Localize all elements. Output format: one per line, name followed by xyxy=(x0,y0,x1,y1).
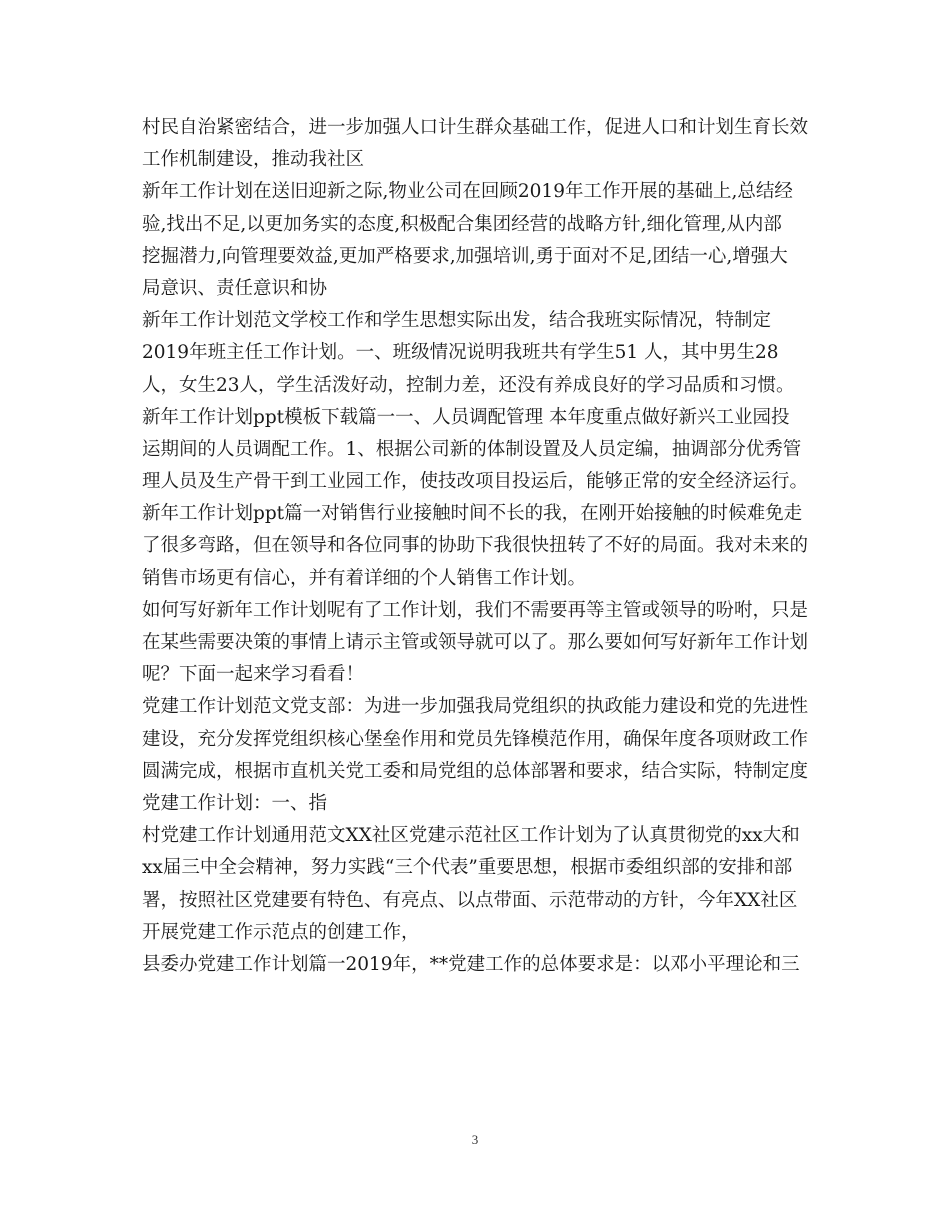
text-line: 人，女生23人，学生活泼好动，控制力差，还没有养成良好的学习品质和习惯。 xyxy=(142,374,795,396)
text-line: 2019年班主任工作计划。一、班级情况说明我班共有学生51 人，其中男生28 xyxy=(142,342,779,364)
paragraph xyxy=(142,402,812,499)
text-line: 验,找出不足,以更加务实的态度,积极配合集团经营的战略方针,细化管理,从内部 xyxy=(142,213,782,235)
text-line: 挖掘潜力,向管理要效益,更加严格要求,加强培训,勇于面对不足,团结一心,增强大 xyxy=(142,245,788,267)
paragraph xyxy=(142,176,812,305)
paragraph xyxy=(142,112,812,176)
text-line: 如何写好新年工作计划呢有了工作计划，我们不需要再等主管或领导的吩咐，只是 xyxy=(142,599,809,621)
text-line: 建设，充分发挥党组织核心堡垒作用和党员先锋模范作用，确保年度各项财政工作 xyxy=(142,728,809,750)
text-line: 工作机制建设，推动我社区 xyxy=(142,149,365,171)
paragraph xyxy=(142,691,812,820)
text-line: 了很多弯路，但在领导和各位同事的协助下我很快扭转了不好的局面。我对未来的 xyxy=(142,535,809,557)
text-line: 党建工作计划范文党支部：为进一步加强我局党组织的执政能力建设和党的先进性 xyxy=(142,696,809,718)
text-line: 圆满完成，根据市直机关党工委和局党组的总体部署和要求，结合实际，特制定度 xyxy=(142,760,809,782)
text-line: 村民自治紧密结合，进一步加强人口计生群众基础工作，促进人口和计划生育长效 xyxy=(142,117,809,138)
text-line: 村党建工作计划通用范文XX社区党建示范社区工作计划为了认真贯彻党的xx大和 xyxy=(142,825,800,847)
text-line: 新年工作计划范文学校工作和学生思想实际出发，结合我班实际情况，特制定 xyxy=(142,310,772,332)
text-line: 署，按照社区党建要有特色、有亮点、以点带面、示范带动的方针，今年XX社区 xyxy=(142,889,798,911)
text-line: 在某些需要决策的事情上请示主管或领导就可以了。那么要如何写好新年工作计划 xyxy=(142,632,809,653)
text-line: 销售市场更有信心，并有着详细的个人销售工作计划。 xyxy=(142,567,587,589)
text-line: 新年工作计划ppt篇一对销售行业接触时间不长的我，在刚开始接触的时候难免走 xyxy=(142,503,803,525)
text-line: 局意识、责任意识和协 xyxy=(142,277,328,299)
text-line: 呢？下面一起来学习看看！ xyxy=(142,664,365,686)
text-line: xx届三中全会精神，努力实践“三个代表”重要思想，根据市委组织部的安排和部 xyxy=(142,857,793,879)
text-line: 新年工作计划在送旧迎新之际,物业公司在回顾2019年工作开展的基础上,总结经 xyxy=(142,181,793,203)
text-line: 理人员及生产骨干到工业园工作，使技改项目投运后，能够正常的安全经济运行。 xyxy=(142,471,809,493)
paragraph xyxy=(142,820,812,949)
paragraph xyxy=(142,498,812,595)
text-line: 运期间的人员调配工作。1、根据公司新的体制设置及人员定编，抽调部分优秀管 xyxy=(142,438,802,460)
document-body xyxy=(142,112,812,981)
paragraph xyxy=(142,305,812,402)
page-number: 3 xyxy=(471,1132,479,1147)
text-line: 县委办党建工作计划篇一2019年，**党建工作的总体要求是：以邓小平理论和三 xyxy=(142,953,800,975)
paragraph xyxy=(142,949,812,981)
text-line: 新年工作计划ppt模板下载篇一一、人员调配管理 本年度重点做好新兴工业园投 xyxy=(142,406,790,428)
text-line: 党建工作计划：一、指 xyxy=(142,792,328,814)
paragraph xyxy=(142,595,812,692)
text-line: 开展党建工作示范点的创建工作， xyxy=(142,921,420,943)
